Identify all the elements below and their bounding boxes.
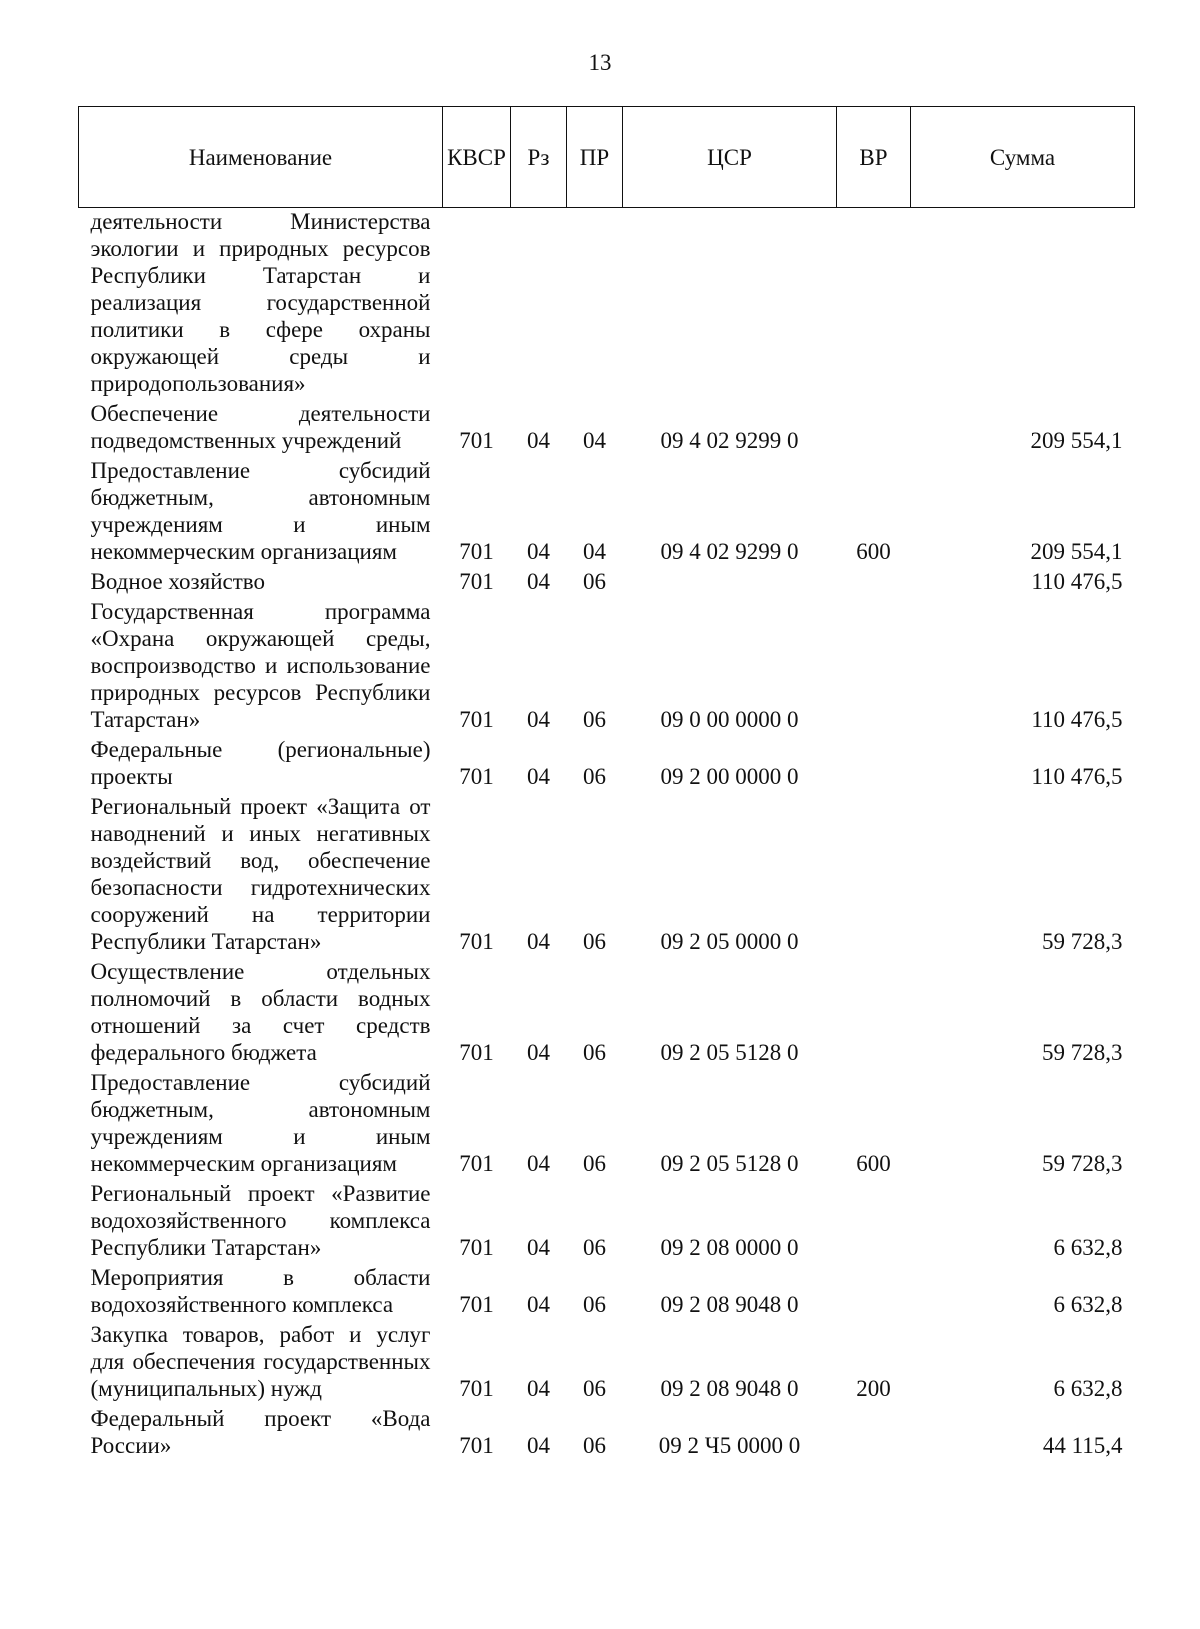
- cell-name: Предоставление субсидий бюджетным, автономным учреждениям и иным некоммерческим организациям: [90, 1070, 431, 1176]
- cell-vr: 600: [856, 1151, 891, 1176]
- cell-rz: 04: [527, 1376, 550, 1401]
- cell-kvsr: 701: [459, 1151, 494, 1176]
- cell-kvsr: 701: [459, 1376, 494, 1401]
- cell-rz: 04: [527, 1292, 550, 1317]
- cell-kvsr: 701: [459, 1040, 494, 1065]
- cell-csr: 09 2 00 0000 0: [660, 764, 799, 789]
- cell-vr: [837, 793, 911, 958]
- cell-sum: 59 728,3: [1042, 1151, 1123, 1176]
- cell-rz: 04: [527, 1040, 550, 1065]
- header-kvsr: КВСР: [443, 107, 511, 208]
- cell-csr: 09 2 05 5128 0: [660, 1040, 799, 1065]
- cell-vr: [837, 736, 911, 793]
- cell-csr: [623, 208, 837, 401]
- budget-table: [78, 106, 1135, 1462]
- cell-csr: 09 2 08 9048 0: [660, 1376, 799, 1401]
- cell-kvsr: 701: [459, 428, 494, 453]
- cell-sum: 44 115,4: [1042, 1433, 1123, 1458]
- cell-csr: 09 2 05 5128 0: [660, 1151, 799, 1176]
- cell-rz: 04: [527, 428, 550, 453]
- cell-sum: [911, 208, 1135, 401]
- cell-pr: 06: [583, 1433, 606, 1458]
- cell-kvsr: 701: [459, 1235, 494, 1260]
- cell-kvsr: 701: [459, 1292, 494, 1317]
- header-vr: ВР: [837, 107, 911, 208]
- cell-name: Закупка товаров, работ и услуг для обеспечения государственных (муниципальных) нужд: [90, 1322, 431, 1401]
- cell-name: Региональный проект «Защита от наводнений и иных негативных воздействий вод, обеспечение безопасности гидротехнических сооружений на территории Республики Татарстан»: [90, 794, 431, 954]
- table-body: [79, 208, 1135, 1463]
- cell-kvsr: 701: [459, 929, 494, 954]
- header-pr: ПР: [567, 107, 623, 208]
- cell-vr: [837, 568, 911, 598]
- cell-vr: [837, 958, 911, 1069]
- cell-csr: [623, 568, 837, 598]
- cell-name: Федеральные (региональные) проекты: [90, 737, 431, 789]
- cell-kvsr: 701: [459, 764, 494, 789]
- cell-kvsr: 701: [459, 539, 494, 564]
- cell-pr: 06: [583, 929, 606, 954]
- cell-kvsr: 701: [459, 707, 494, 732]
- cell-sum: 6 632,8: [1053, 1235, 1123, 1260]
- table-row: [79, 736, 1135, 793]
- cell-name: Предоставление субсидий бюджетным, автономным учреждениям и иным некоммерческим организациям: [90, 458, 431, 564]
- cell-sum: 6 632,8: [1053, 1376, 1123, 1401]
- table-row: [79, 568, 1135, 598]
- cell-vr: [837, 400, 911, 457]
- cell-sum: 110 476,5: [1031, 569, 1123, 594]
- cell-pr: [567, 208, 623, 401]
- cell-sum: 6 632,8: [1053, 1292, 1123, 1317]
- cell-name: Водное хозяйство: [90, 569, 265, 594]
- cell-csr: 09 0 00 0000 0: [660, 707, 799, 732]
- table-row: [79, 598, 1135, 736]
- cell-pr: 06: [583, 1376, 606, 1401]
- cell-rz: 04: [527, 1433, 550, 1458]
- cell-csr: 09 4 02 9299 0: [660, 428, 799, 453]
- cell-vr: 200: [856, 1376, 891, 1401]
- cell-kvsr: [443, 208, 511, 401]
- cell-rz: 04: [527, 929, 550, 954]
- cell-pr: 06: [583, 707, 606, 732]
- table-row: [79, 958, 1135, 1069]
- cell-rz: 04: [527, 764, 550, 789]
- cell-rz: 04: [527, 707, 550, 732]
- cell-pr: 06: [583, 569, 606, 594]
- table-row: [79, 1069, 1135, 1180]
- header-rz: Рз: [511, 107, 567, 208]
- cell-rz: [511, 208, 567, 401]
- cell-name: Осуществление отдельных полномочий в области водных отношений за счет средств федерального бюджета: [90, 959, 431, 1065]
- cell-pr: 06: [583, 764, 606, 789]
- cell-pr: 06: [583, 1235, 606, 1260]
- cell-sum: 59 728,3: [1042, 929, 1123, 954]
- cell-csr: 09 4 02 9299 0: [660, 539, 799, 564]
- table-row: [79, 1405, 1135, 1462]
- cell-csr: 09 2 Ч5 0000 0: [658, 1433, 801, 1458]
- cell-vr: [837, 1264, 911, 1321]
- table-row: [79, 793, 1135, 958]
- cell-name: Федеральный проект «Вода России»: [90, 1406, 431, 1458]
- table-row: [79, 1180, 1135, 1264]
- table-row: [79, 208, 1135, 401]
- table-row: [79, 400, 1135, 457]
- cell-vr: [837, 598, 911, 736]
- cell-sum: 59 728,3: [1042, 1040, 1123, 1065]
- cell-vr: [837, 208, 911, 401]
- cell-rz: 04: [527, 539, 550, 564]
- page-number: 13: [588, 50, 612, 75]
- cell-pr: 04: [583, 428, 606, 453]
- cell-pr: 06: [583, 1040, 606, 1065]
- cell-csr: 09 2 08 9048 0: [660, 1292, 799, 1317]
- cell-sum: 209 554,1: [1030, 428, 1123, 453]
- cell-csr: 09 2 08 0000 0: [660, 1235, 799, 1260]
- cell-sum: 110 476,5: [1031, 707, 1123, 732]
- table-header: [79, 107, 1135, 208]
- cell-rz: 04: [527, 1235, 550, 1260]
- table-row: [79, 457, 1135, 568]
- cell-pr: 06: [583, 1151, 606, 1176]
- cell-rz: 04: [527, 1151, 550, 1176]
- cell-vr: [837, 1405, 911, 1462]
- cell-kvsr: 701: [459, 569, 494, 594]
- cell-sum: 110 476,5: [1031, 764, 1123, 789]
- cell-vr: [837, 1180, 911, 1264]
- cell-csr: 09 2 05 0000 0: [660, 929, 799, 954]
- cell-rz: 04: [527, 569, 550, 594]
- cell-name: Мероприятия в области водохозяйственного комплекса: [90, 1265, 431, 1317]
- cell-name: Государственная программа «Охрана окружающей среды, воспроизводство и использование природных ресурсов Республики Татарстан»: [90, 599, 431, 732]
- cell-kvsr: 701: [459, 1433, 494, 1458]
- header-name: Наименование: [79, 107, 443, 208]
- cell-pr: 06: [583, 1292, 606, 1317]
- cell-name: Региональный проект «Развитие водохозяйственного комплекса Республики Татарстан»: [90, 1181, 431, 1260]
- cell-vr: 600: [856, 539, 891, 564]
- cell-name: Обеспечение деятельности подведомственных учреждений: [90, 401, 431, 453]
- table-row: [79, 1264, 1135, 1321]
- cell-pr: 04: [583, 539, 606, 564]
- table-row: [79, 1321, 1135, 1405]
- header-sum: Сумма: [911, 107, 1135, 208]
- cell-sum: 209 554,1: [1030, 539, 1123, 564]
- cell-name: деятельности Министерства экологии и природных ресурсов Республики Татарстан и реализация государственной политики в сфере охраны окружающей среды и природопользования»: [90, 209, 431, 396]
- header-csr: ЦСР: [623, 107, 837, 208]
